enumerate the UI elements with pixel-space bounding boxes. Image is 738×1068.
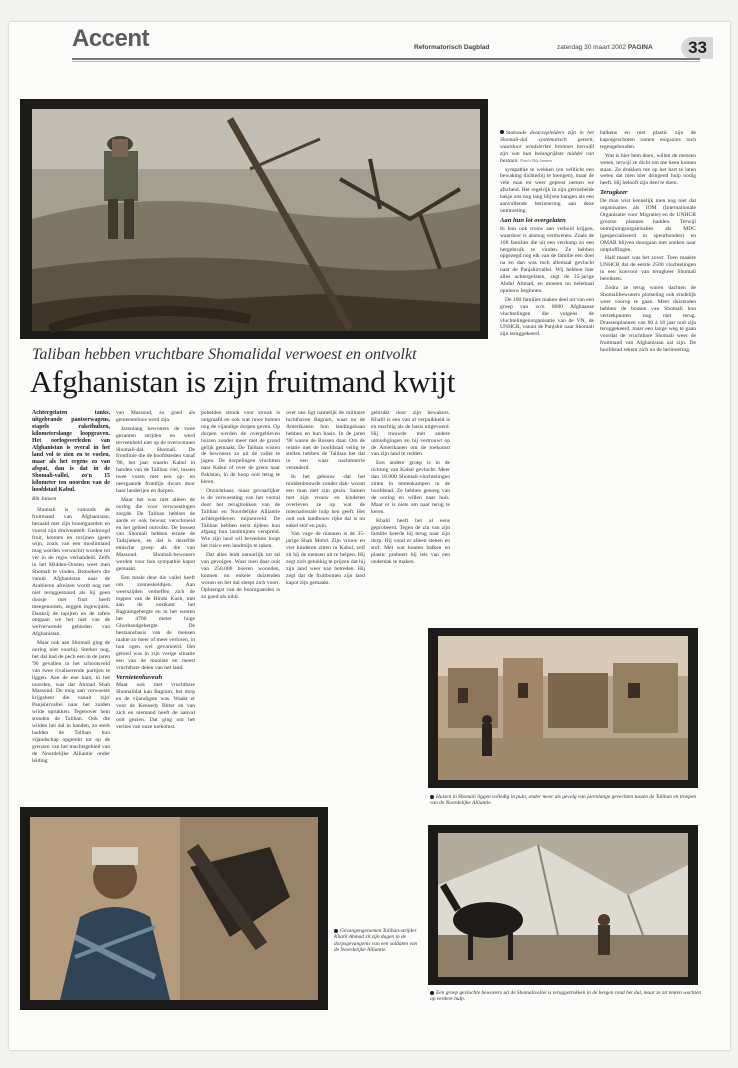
page-number: 33 [688,38,707,57]
section-title: Accent [72,25,150,52]
date-section-label: PAGINA [627,44,653,51]
text-column-2 [116,410,195,816]
article-kicker: Taliban hebben vruchtbare Shomalidal verwoest en ontvolkt [32,346,417,363]
paragraph: sympathie te wekken (en velllicht een bewaking dichterbij te brengen), maar de vele man en weer geprest nemen we afscheid. Het regelrijk in zijn getroebelde bakje ons nog lang blijven hangen als een aanvullende herinnering aan deze ontmoeting. [500,166,594,214]
paragraph: Onzichtbaar, maar gevaarlijker is de verwoesting van het vooral door het terugtrekken van de Taliban en Noordelijke Alliantie achtergebleven mijnenveld. De Taliban hebben eerst tijdens hun afgang hun landmijnen verspreid. Wie zijn land wil bewerken loopt het risico een landmijn te raken. [201,487,280,550]
paragraph: Een andere groep is in de richting van Kabul gevlucht. Meer dan 18.000 Shomali-vluchtelingen zitten in tentenkampen in de hoofdstad. Ze hebben genoeg van de oorlog en willen naar huis. Maar er is niets om naar terug te keren. [371,460,450,515]
lead-paragraph: Achtergelaten tanks, uitgebrande pantserwagens, stapels rakethulzen, kilometerslange loopgraven. Het oorlogsverleden van Afghanistan is overal in het land vol te zien en te voelen, maar als het ergens zo van afspat, dan is dat in de Shomali-vallei, zo'n 15 kilometer ten noorden van de hoofdstad Kabul. [32,410,110,493]
article-lead [32,410,110,494]
paragraph: pobelden strook voor strook is ontgraafd en ook wat ruwe bomen nog de vijandige dorpen geven. Op dorpen werden de overgebleven huizen zonder meer met de grond gelijk gemaakt. De Taliban wisten de bewoners zo uit de vallei te jagen. De dorpelingen vluchtten naar Kabul of over de grens naar Pakistan, in de hoop ooit terug te keren. [201,410,280,486]
text-column-5 [371,410,450,618]
header-rule [72,58,700,60]
article-headline: Afghanistan is zijn fruitmand kwijt [30,364,456,399]
paragraph: Wat is hier hem doen, willen de mensen weten, terwijl ze dicht om me heen komen staan. Ze drukken me op het hart te laten weten dat men hier dringend hulp nodig heeft. Hij belooft zijn deel te doen. [600,152,696,187]
newspaper-name: Reformatorisch Dagblad [414,44,490,51]
paragraph: Maar ook met vruchtbare Shomalidal kan Bagram, het dorp en de vijandigste was. Waakt er voor de Kennedy Bitter en van zich en niemand heeft de aanval ooit gezien. Dat ging om het verlies van onze toekomst. [116,682,195,730]
bullet-dot-icon [334,929,338,933]
paragraph: Khalil heeft het al eens geprobeerd. Tegen de zin van zijn familie keerde hij terug naar zijn dorp. Hij vond er alleen stenen en stof. Met wat houten balken en plastic probeert hij iets van een onderdak te maken. [371,517,450,566]
paragraph: De 100 families maken deel uit van een groep van zo'n 8000 Afghaanse vluchtelingen die volgens de vluchtelingenorganisatie van de VN, de UNHCR, vanuit de Panjshir naar Shomali zijn teruggekeerd. [500,296,594,338]
issue-date [557,44,653,51]
photo-prisoner [20,807,328,1010]
paragraph: Maar ook aan Shomali ging de oorlog niet voorbij. Sterker nog, het dal had de pech een in de jaren '90 gevallen in het schootsveld van twee rivaliserende partijen te liggen. Aan de ene kant, in het noorden, was dat Ahmad Shah Massoud. De enig aan verwoeste krijgsheer die vanuit 'zijn' Panjshirvallei naar het zuiden wilde oprukken. Tegenover hem stonden de Taliban. Ook die wilden het dal in handen, zo sterk hadden de Taliban hun vijandschap opgerekt tot op de grenzen van het machtsgebied van de Noordelijke Alliantie onder leiding [32,640,110,764]
header-rule-thin [72,61,700,62]
caption-refugees [430,990,702,1003]
bullet-dot-icon [430,795,434,799]
main-photo-shepherd [20,99,488,339]
paragraph: Shomali is vanouds de fruitmand van Afghanistan, bezaaid met zijn boomgaarden en vooral zijn druiventeelt. Gedroogd fruit, krenten en rozijnen (geen wijn, zoals van een moslimland mag worden verwacht) worden tot ver in de regio verhandeld. Zelfs in het Midden-Oosten weet men Shomali te vinden. Bezoekers die vanuit Afghanistan naar de Arabieren afreizen wordt nog net niet teruggestuurd als hij geen doosje met fruit heeft meegenomen, zeggen ingewijden. Dankzij de tapijten en de rafels ontgaan we het niet van de welverwende gebieden van Afghanistan. [32,506,110,638]
paragraph: Zodra ze terug waren dachten de Shomalibewoners plotseling ook eindelijk weer voorop te gaan. Meer duizenden hebben de bossen van Shomali hun vertrekpunten nog niet terug. Drassenplannen van 80 à 18 jaar oud zijn teruggekeerd, maar een lange weg te gaan voordat de vruchtbare Shomali weer de fruitmand van Afghanistan zal zijn. De hoofdstad rekent zich nu de herinnering. [600,285,696,354]
caption-text: Een groep gevluchte bewoners uit de Shomalivallei is teruggetrokken in de bergen rond het dal, maar ze zit tenten wachten op verdere hulp. [430,990,702,1003]
date-text: zaterdag 30 maart 2002 [557,44,627,51]
caption-text: Gevangengenomen Taliban-strijder Khalil Ahmad zit zijn dagen in de dorpsgevangenis van een soldaten van de Noordelijke Alliantie. [334,928,418,954]
caption-prisoner [334,928,418,954]
subheading: Aan hun lot overgelaten [500,216,566,224]
subheading: Terugkeer [600,189,628,197]
bullet-dot-icon [500,130,504,134]
paragraph: van Massoud, zo goed als gemeenteloos werd zijn. [116,410,195,423]
paragraph: Van vage de mannen is de 35-jarige Shah Mohd. Zijn vrouw en vier kinderen zitten in Kabul, zelf zit hij de mensen uit te helpen. Hij zegt zich gelukkig te prijzen dat hij zijn land weer kan betreden. Hij zegt dat de fruitbomen zijn land kapot zijn gemaakt. [286,531,365,586]
article-byline: Rik Jansen [32,496,57,502]
text-column-1 [32,410,110,816]
caption-ruins [430,794,702,807]
paragraph: Jarenlang bewoners de twee gezanten strijden en werd tevreenheid niet op de overwonnen Shomali-dal. Shomali. De frontlinie die de hoofdsteden vanaf '96, het jaar waarin Kabul in handen van de Taliban viel, tussen twee vuren met een op- en neergaande frontlijn dwars door haar landerijen en dorpen. [116,425,195,494]
photo-credit: Foto's Rik Jansen [520,157,552,163]
text-column-7 [600,130,696,620]
text-column-6 [500,130,594,620]
paragraph: Maar het was niet alleen de oorlog die voor verwoestingen zorgde. De Taliban hebben de aarde er ook bewust verschroeid en het gebied ontvolkt. De bossen van Shomali hebben ermee de Tadzjieken, en dat is dezelfde etnische groep als die van Massoud. Shomali-bewoners werden voor hun sympathie kapot gemaakt. [116,496,195,572]
paragraph: In hun ook trouw aan velhoid krijgen, waardoor is alsmog verdwenen. Zoals de 108 families die uit een verdomp zo een hergebruik te vinden. Ze hebben opgezegd nog elk van de familie een doel na en dan was toch allemaal gevlucht naar de Panjshirvallei. Wij hebben hier alles achtergelaten, zegt de 35-jarige Abdul Ahmad, en moeten nu helemaal opnieuw beginnen. [500,225,594,294]
text-column-4 [286,410,365,618]
paragraph: Een totale deur die vallei heeft om zonneskeldijen. Aan weerszijden verheffen zich de toppen van de Hindu Kush, met aan de oostkant het Bagramgebergte en in het westen het 4700 meter hoge Ghorbandgebergte. De bestaansbasis van de mensen raakte zo meer of meer verloren, in hun ogen wel gevarieerd. Het gebied was in zijn vorige situatie een van de mooiste en meest vruchtbare delen van het land. [116,574,195,671]
photo-caption-top [500,130,594,165]
caption-text: Huizen in Shomali liggen volledig in puin, onder meer als gevolg van jarenlange gevechten tussen de Taliban en troepen van de Noordelijke Alliantie. [430,794,697,807]
paragraph: gebruikt door zijn bewakers. Khalil is een van al verpuikkeld is en machtig als de basis uitgevoerd. Hij trouwde met andere uitnodigingen en hij vertrouwt op de Amerikanen om de toekomst van zijn land te redden. [371,410,450,458]
paragraph: Half maart was het zover. Toen maakte UNHCR dat de eerste 2500 vluchtelingen in een konvooi van terugkeer Shomali bereikten. [600,255,696,283]
paragraph: De man wist kennelijk toen nog niet dat organisaties als IOM (Internationale Organisatie voor Migratie) en de UNHCR grootse plannen hadden. Terwijl ontmijningsorganisaties als MDC (gespecialiseerd in speurhonden) en OMAR blijven doorgaan met zoeken naar ontploffingen. [600,198,696,253]
subheading: Vernietenhaveuh [116,673,163,681]
paragraph: over ons ligt namelijk de militaire luchthaven Bagram, waar nu de Amerikanen hun landingsbaan hebben en hun basis. In de jaren '90 waren de Russen daar. Om de relatie met de hoofdstad veilig te stellen hebben de Taliban het dal in een waar nachtmerrie veranderd. [286,410,365,472]
photo-ruins [428,628,698,788]
page-number-tab [681,37,713,59]
paragraph: Dat alles leidt natuurlijk tot tal van gevolgen. Waar men daar ooit van 250.000 boeren woonden, kunnen nu enkele duizenden wonen en het dal sleept zich voort. Opbrengst van de boomgaarden is zo goed als nihil. [201,552,280,600]
photo-refugee-camp [428,825,698,985]
caption-text: Stokoude dwarsopleiders zijn in het Shomali-dal systematisch geteelt, waardoor windsterkte bronnen beroofd zijn van hun belangrijkste middel van bestaan. [500,130,594,164]
bullet-dot-icon [430,991,434,995]
text-column-3 [201,410,280,816]
paragraph: In het gebouw -dat het middenbouwde zonder dak- woont een man met zijn gezin. Samen met zijn vrouw en kinderen overleven ze op wat de internationale hulp hen geeft. Het ooit ook landbouw rijke dal is nu enkel stof en puin. [286,474,365,529]
paragraph: balkens en met plastic zijn de kapotgeschoten ramen enigszins toch tegengehouden. [600,130,696,150]
